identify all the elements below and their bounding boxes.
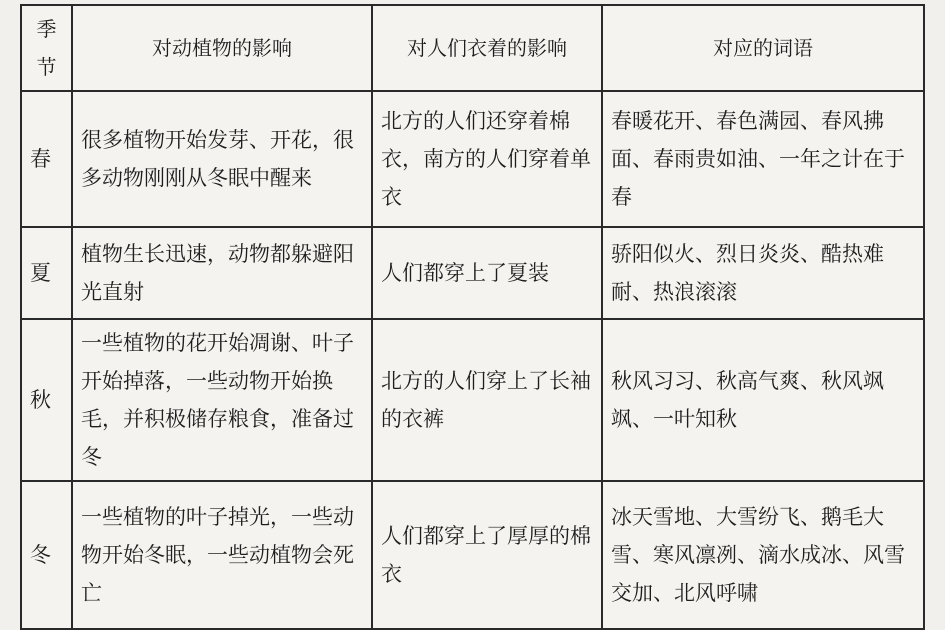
seasons-table <box>20 4 925 630</box>
plants-animals-cell: 很多植物开始发芽、开花，很多动物刚刚从冬眠中醒来 <box>72 91 372 227</box>
header-words: 对应的词语 <box>602 5 924 91</box>
words-cell: 秋风习习、秋高气爽、秋风飒飒、一叶知秋 <box>602 319 924 481</box>
clothing-cell: 北方的人们还穿着棉衣，南方的人们穿着单衣 <box>372 91 602 227</box>
table-row <box>21 91 924 227</box>
plants-animals-cell: 植物生长迅速，动物都躲避阳光直射 <box>72 227 372 319</box>
season-cell: 秋 <box>21 319 72 481</box>
table-row <box>21 481 924 629</box>
plants-animals-cell: 一些植物的花开始凋谢、叶子开始掉落，一些动物开始换毛，并积极储存粮食，准备过冬 <box>72 319 372 481</box>
table-header-row <box>21 5 924 91</box>
table-row <box>21 227 924 319</box>
season-cell: 春 <box>21 91 72 227</box>
words-cell: 骄阳似火、烈日炎炎、酷热难耐、热浪滚滚 <box>602 227 924 319</box>
clothing-cell: 人们都穿上了夏装 <box>372 227 602 319</box>
season-cell: 冬 <box>21 481 72 629</box>
header-season: 季节 <box>21 5 72 91</box>
words-cell: 春暖花开、春色满园、春风拂面、春雨贵如油、一年之计在于春 <box>602 91 924 227</box>
words-cell: 冰天雪地、大雪纷飞、鹅毛大雪、寒风凛冽、滴水成冰、风雪交加、北风呼啸 <box>602 481 924 629</box>
header-clothing: 对人们衣着的影响 <box>372 5 602 91</box>
clothing-cell: 北方的人们穿上了长袖的衣裤 <box>372 319 602 481</box>
table-row <box>21 319 924 481</box>
plants-animals-cell: 一些植物的叶子掉光，一些动物开始冬眠，一些动植物会死亡 <box>72 481 372 629</box>
season-cell: 夏 <box>21 227 72 319</box>
clothing-cell: 人们都穿上了厚厚的棉衣 <box>372 481 602 629</box>
header-plants-animals: 对动植物的影响 <box>72 5 372 91</box>
